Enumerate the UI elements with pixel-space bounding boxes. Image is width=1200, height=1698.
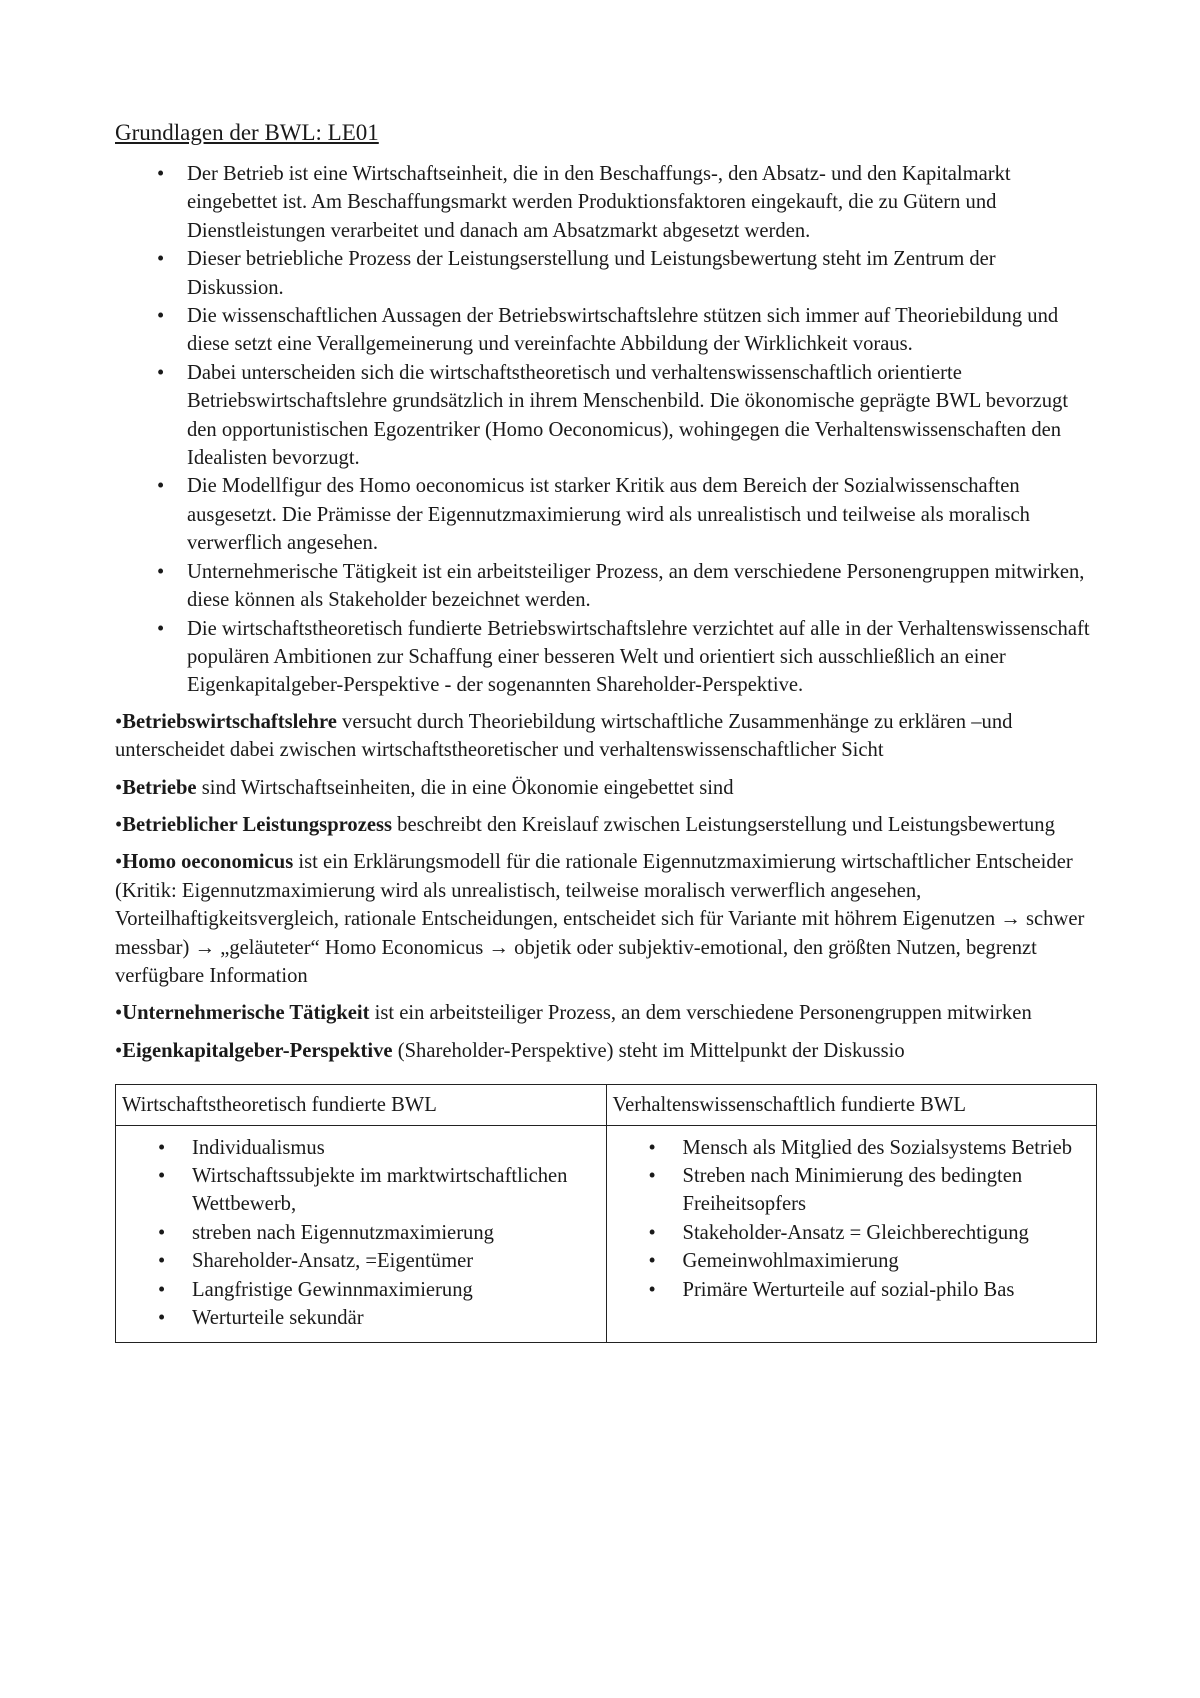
definition-paragraph: •Unternehmerische Tätigkeit ist ein arbeitsteiliger Prozess, an dem verschiedene Personengruppen mitwirken: [115, 1002, 1032, 1025]
definition-term: Betrieblicher Leistungsprozess: [122, 813, 393, 836]
table-header-behavioral-bwl: Verhaltenswissenschaftlich fundierte BWL: [606, 1085, 1097, 1125]
definition-paragraph: •Betriebswirtschaftslehre versucht durch Theoriebildung wirtschaftliche Zusammenhänge zu erklären –und unterscheidet dabei zwischen wirtschaftstheoretischer und verhaltenswissenschaftlicher Sicht: [115, 710, 1013, 762]
document-title: Grundlagen der BWL: LE01: [115, 120, 379, 145]
list-item: • Primäre Werturteile auf sozial-philo Bas: [613, 1276, 1091, 1304]
definition-paragraph: •Homo oeconomicus ist ein Erklärungsmodell für die rationale Eigennutzmaximierung wirtschaftlicher Entscheider (Kritik: Eigennutzmaximierung wird als unrealistisch, teilweise moralisch verwerflich angesehen, Vorteilhaftigkeitsvergleich, rationale Entscheidungen, entscheidet sich für Variante mit höhrem Eigenutzen → schwer messbar) → „geläuteter“ Homo Economicus → objetik oder subjektiv-emotional, den größten Nutzen, begrenzt verfügbare Information: [115, 851, 1085, 987]
definition-term: Betriebswirtschaftslehre: [122, 710, 337, 733]
comparison-table-header-row: [116, 1085, 1097, 1125]
definition-term: Homo oeconomicus: [122, 851, 294, 874]
definition-text: ist ein Erklärungsmodell für die rationale Eigennutzmaximierung wirtschaftlicher Entscheider (Kritik: Eigennutzmaximierung wird als unrealistisch, teilweise moralisch verwerflich angesehen, Vorteilhaftigkeitsvergleich, rationale Entscheidungen, entscheidet sich für Variante mit höhrem Eigenutzen → schwer messbar) → „geläuteter“ Homo Economicus → objetik oder subjektiv-emotional, den größten Nutzen, begrenzt verfügbare Information: [115, 851, 1085, 987]
table-cell-economic-bwl: [116, 1125, 607, 1343]
list-item: • Werturteile sekundär: [122, 1304, 600, 1332]
summary-bullet-list: [115, 160, 1095, 700]
table-header-economic-bwl: Wirtschaftstheoretisch fundierte BWL: [116, 1085, 607, 1125]
definition-text: beschreibt den Kreislauf zwischen Leistungserstellung und Leistungsbewertung: [392, 813, 1055, 836]
definition-paragraph: •Eigenkapitalgeber-Perspektive (Shareholder-Perspektive) steht im Mittelpunkt der Diskussio: [115, 1039, 905, 1062]
list-item: • streben nach Eigennutzmaximierung: [122, 1219, 600, 1247]
definition-text: sind Wirtschaftseinheiten, die in eine Ökonomie eingebettet sind: [196, 776, 734, 799]
list-item: • Wirtschaftssubjekte im marktwirtschaftlichen Wettbewerb,: [122, 1162, 600, 1219]
definitions-section: [115, 708, 1095, 1065]
list-item: • Langfristige Gewinnmaximierung: [122, 1276, 600, 1304]
definition-text: ist ein arbeitsteiliger Prozess, an dem verschiedene Personengruppen mitwirken: [369, 1002, 1032, 1025]
list-item: • Stakeholder-Ansatz = Gleichberechtigung: [613, 1219, 1091, 1247]
summary-bullet: • Der Betrieb ist eine Wirtschaftseinheit, die in den Beschaffungs-, den Absatz- und den Kapitalmarkt eingebettet ist. Am Beschaffungsmarkt werden Produktionsfaktoren eingekauft, die zu Gütern und Dienstleistungen verarbeitet und danach am Absatzmarkt abgesetzt werden.: [115, 160, 1095, 245]
definition-paragraph: •Betriebe sind Wirtschaftseinheiten, die in eine Ökonomie eingebettet sind: [115, 776, 734, 799]
list-item: • Mensch als Mitglied des Sozialsystems Betrieb: [613, 1134, 1091, 1162]
summary-bullet: • Die wissenschaftlichen Aussagen der Betriebswirtschaftslehre stützen sich immer auf Theoriebildung und diese setzt eine Verallgemeinerung und vereinfachte Abbildung der Wirklichkeit voraus.: [115, 302, 1095, 359]
list-item: • Individualismus: [122, 1134, 600, 1162]
comparison-table-row: [116, 1125, 1097, 1343]
list-item: • Streben nach Minimierung des bedingten Freiheitsopfers: [613, 1162, 1091, 1219]
definition-text: versucht durch Theoriebildung wirtschaftliche Zusammenhänge zu erklären –und unterscheidet dabei zwischen wirtschaftstheoretischer und verhaltenswissenschaftlicher Sicht: [115, 710, 1013, 762]
summary-bullet: • Dabei unterscheiden sich die wirtschaftstheoretisch und verhaltenswissenschaftlich orientierte Betriebswirtschaftslehre grundsätzlich in ihrem Menschenbild. Die ökonomische geprägte BWL bevorzugt den opportunistischen Egozentriker (Homo Oeconomicus), wohingegen die Verhaltenswissenschaften den Idealisten bevorzugt.: [115, 359, 1095, 473]
definition-paragraph: •Betrieblicher Leistungsprozess beschreibt den Kreislauf zwischen Leistungserstellung und Leistungsbewertung: [115, 813, 1055, 836]
comparison-table: [115, 1084, 1097, 1343]
summary-bullet: • Die Modellfigur des Homo oeconomicus ist starker Kritik aus dem Bereich der Sozialwissenschaften ausgesetzt. Die Prämisse der Eigennutzmaximierung wird als unrealistisch und teilweise als moralisch verwerflich angesehen.: [115, 472, 1095, 557]
summary-bullet: • Dieser betriebliche Prozess der Leistungserstellung und Leistungsbewertung steht im Zentrum der Diskussion.: [115, 245, 1095, 302]
definition-term: Unternehmerische Tätigkeit: [122, 1002, 370, 1025]
economic-bwl-list: [122, 1134, 600, 1333]
document-page: [115, 118, 1095, 1343]
table-cell-behavioral-bwl: [606, 1125, 1097, 1343]
summary-bullet: • Unternehmerische Tätigkeit ist ein arbeitsteiliger Prozess, an dem verschiedene Personengruppen mitwirken, diese können als Stakeholder bezeichnet werden.: [115, 558, 1095, 615]
definition-term: Betriebe: [122, 776, 197, 799]
list-item: • Gemeinwohlmaximierung: [613, 1247, 1091, 1275]
definition-text: (Shareholder-Perspektive) steht im Mittelpunkt der Diskussio: [392, 1039, 905, 1062]
definition-term: Eigenkapitalgeber-Perspektive: [122, 1039, 393, 1062]
summary-bullet: • Die wirtschaftstheoretisch fundierte Betriebswirtschaftslehre verzichtet auf alle in der Verhaltenswissenschaft populären Ambitionen zur Schaffung einer besseren Welt und orientiert sich ausschließlich an einer Eigenkapitalgeber-Perspektive - der sogenannten Shareholder-Perspektive.: [115, 615, 1095, 700]
behavioral-bwl-list: [613, 1134, 1091, 1304]
list-item: • Shareholder-Ansatz, =Eigentümer: [122, 1247, 600, 1275]
